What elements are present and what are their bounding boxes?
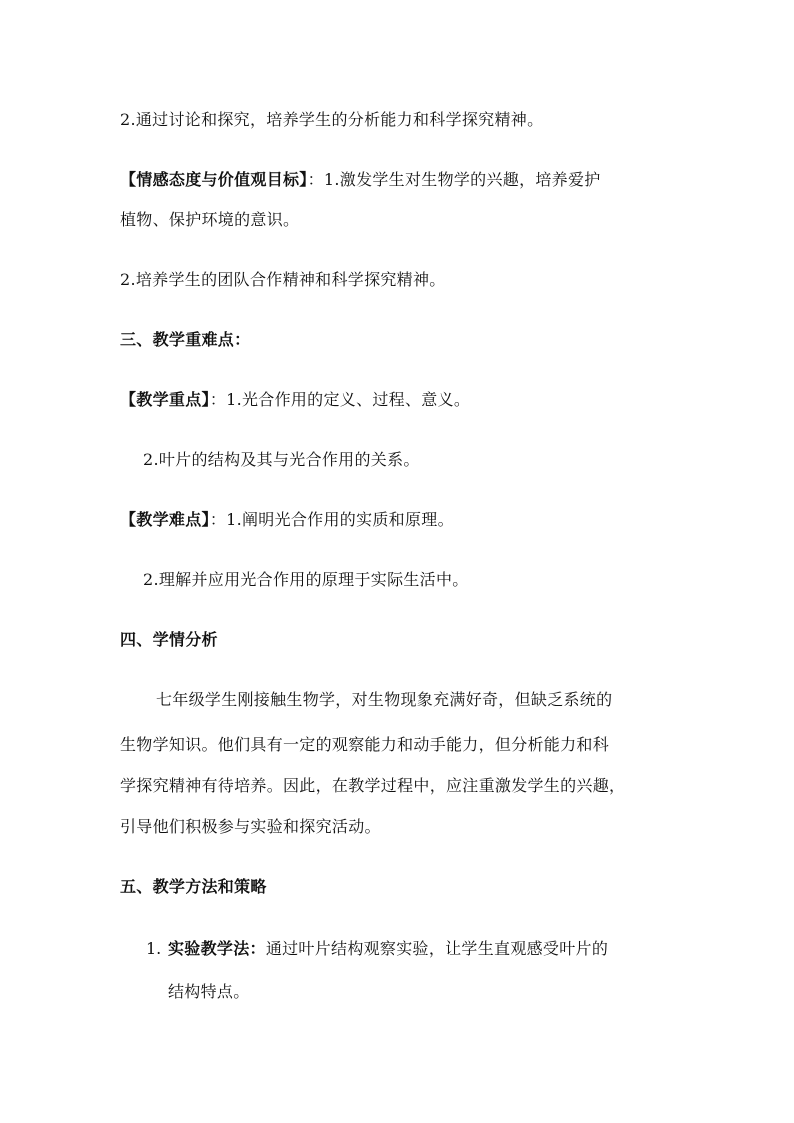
analysis-line-3: 学探究精神有待培养。因此，在教学过程中，应注重激发学生的兴趣， xyxy=(120,776,626,795)
affective-goal-2: 2.培养学生的团队合作精神和科学探究精神。 xyxy=(120,270,446,289)
method-1-text-1: 通过叶片结构观察实验，让学生直观感受叶片的 xyxy=(265,939,609,958)
difficult-points-label: 【教学难点】 xyxy=(120,510,210,529)
analysis-line-4: 引导他们积极参与实验和探究活动。 xyxy=(120,817,381,836)
method-1-line-2: 结构特点。 xyxy=(168,982,250,1001)
key-points-text-1: ：1.光合作用的定义、过程、意义。 xyxy=(209,390,471,409)
key-points-label: 【教学重点】 xyxy=(120,390,210,409)
difficult-points-line-2: 2.理解并应用光合作用的原理于实际生活中。 xyxy=(143,570,469,589)
key-points-line-2: 2.叶片的结构及其与光合作用的关系。 xyxy=(143,450,420,469)
affective-goal-text-1: ：1.激发学生对生物学的兴趣，培养爱护 xyxy=(307,170,601,189)
affective-goal-line-2: 植物、保护环境的意识。 xyxy=(120,210,300,229)
analysis-line-1: 七年级学生刚接触生物学，对生物现象充满好奇，但缺乏系统的 xyxy=(156,690,613,709)
difficult-points-text-1: ：1.阐明光合作用的实质和原理。 xyxy=(209,510,454,529)
method-1-label: 实验教学法： xyxy=(168,939,266,958)
section-4-heading: 四、学情分析 xyxy=(120,630,218,649)
analysis-line-2: 生物学知识。他们具有一定的观察能力和动手能力，但分析能力和科 xyxy=(120,735,610,754)
affective-goal-line-1 xyxy=(120,168,601,192)
section-5-heading: 五、教学方法和策略 xyxy=(120,877,267,896)
objective-2: 2.通过讨论和探究，培养学生的分析能力和科学探究精神。 xyxy=(120,110,544,129)
method-1-number: 1. xyxy=(146,939,162,958)
difficult-points-line-1 xyxy=(120,508,454,532)
key-points-line-1 xyxy=(120,388,470,412)
affective-goal-label: 【情感态度与价值观目标】 xyxy=(120,170,308,189)
method-1-line-1 xyxy=(168,937,608,961)
section-3-heading: 三、教学重难点： xyxy=(120,330,251,349)
